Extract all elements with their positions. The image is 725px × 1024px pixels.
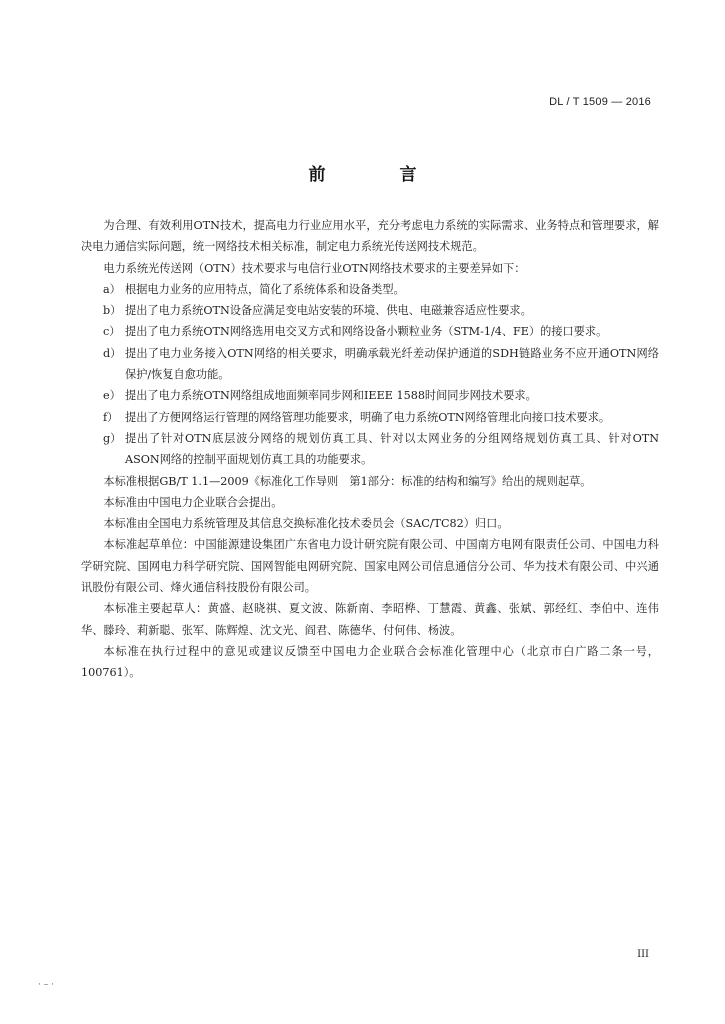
- list-item: [81, 343, 659, 386]
- list-item-label: d）: [103, 346, 122, 360]
- paragraph: 本标准主要起草人：黄盛、赵晓祺、夏文波、陈新南、李昭桦、丁慧霞、黄鑫、张斌、郭经红、李伯中、连伟华、滕玲、莉新聪、张军、陈辉煌、沈文光、阎君、陈德华、付何伟、杨波。: [81, 602, 659, 637]
- list-item-label: a）: [103, 282, 121, 296]
- paragraph: 本标准由中国电力企业联合会提出。: [103, 495, 283, 509]
- list-item-text: 提出了电力系统OTN设备应满足变电站安装的环境、供电、电磁兼容适应性要求。: [125, 304, 532, 318]
- paragraph: 电力系统光传送网（OTN）技术要求与电信行业OTN网络技术要求的主要差异如下：: [103, 261, 526, 275]
- list-item: [81, 279, 659, 300]
- list-item-text: 根据电力业务的应用特点，简化了系统体系和设备类型。: [125, 282, 405, 296]
- list-item-label: c）: [103, 325, 121, 339]
- paragraph: 本标准起草单位：中国能源建设集团广东省电力设计研究院有限公司、中国南方电网有限责任公司、中国电力科学研究院、国网电力科学研究院、国网智能电网研究院、国家电网公司信息通信分公司、华为技术有限公司、中兴通讯股份有限公司、烽火通信科技股份有限公司。: [81, 538, 659, 595]
- list-item: [81, 428, 659, 471]
- page-title: 前 言: [308, 165, 451, 185]
- scan-artifact: · – ·: [38, 980, 54, 990]
- page-number: III: [637, 949, 649, 960]
- list-item: [81, 321, 659, 342]
- list-item-text: 提出了电力系统OTN网络组成地面频率同步网和IEEE 1588时间同步网技术要求。: [125, 389, 537, 403]
- list-item-label: f）: [103, 410, 119, 424]
- foreword-body: [81, 215, 659, 684]
- list-item-label: g）: [103, 431, 122, 445]
- paragraph: 本标准由全国电力系统管理及其信息交换标准化技术委员会（SAC/TC82）归口。: [103, 517, 509, 531]
- paragraph: 为合理、有效利用OTN技术，提高电力行业应用水平，充分考虑电力系统的实际需求、业务特点和管理要求，解决电力通信实际问题，统一网络技术相关标准，制定电力系统光传送网技术规范。: [81, 219, 659, 254]
- list-item-text: 提出了电力系统OTN网络选用电交叉方式和网络设备小颗粒业务（STM-1/4、FE）的接口要求。: [125, 325, 608, 339]
- standard-number: DL / T 1509 — 2016: [549, 96, 651, 108]
- list-item-text: 提出了电力业务接入OTN网络的相关要求，明确承载光纤差动保护通道的SDH链路业务不应开通OTN网络保护/恢复自愈功能。: [125, 346, 659, 382]
- paragraph: 本标准在执行过程中的意见或建议反馈至中国电力企业联合会标准化管理中心（北京市白广路二条一号，100761）。: [81, 644, 659, 680]
- list-item: [81, 385, 659, 406]
- paragraph: 本标准根据GB/T 1.1—2009《标准化工作导则 第1部分：标准的结构和编写》给出的规则起草。: [103, 474, 592, 488]
- list-item: [81, 300, 659, 321]
- list-item: [81, 407, 659, 428]
- list-item-label: b）: [103, 304, 122, 318]
- list-item-text: 提出了针对OTN底层波分网络的规划仿真工具、针对以太网业务的分组网络规划仿真工具、针对OTN ASON网络的控制平面规划仿真工具的功能要求。: [125, 431, 659, 467]
- list-item-text: 提出了方便网络运行管理的网络管理功能要求，明确了电力系统OTN网络管理北向接口技术要求。: [125, 410, 611, 424]
- list-item-label: e）: [103, 389, 121, 403]
